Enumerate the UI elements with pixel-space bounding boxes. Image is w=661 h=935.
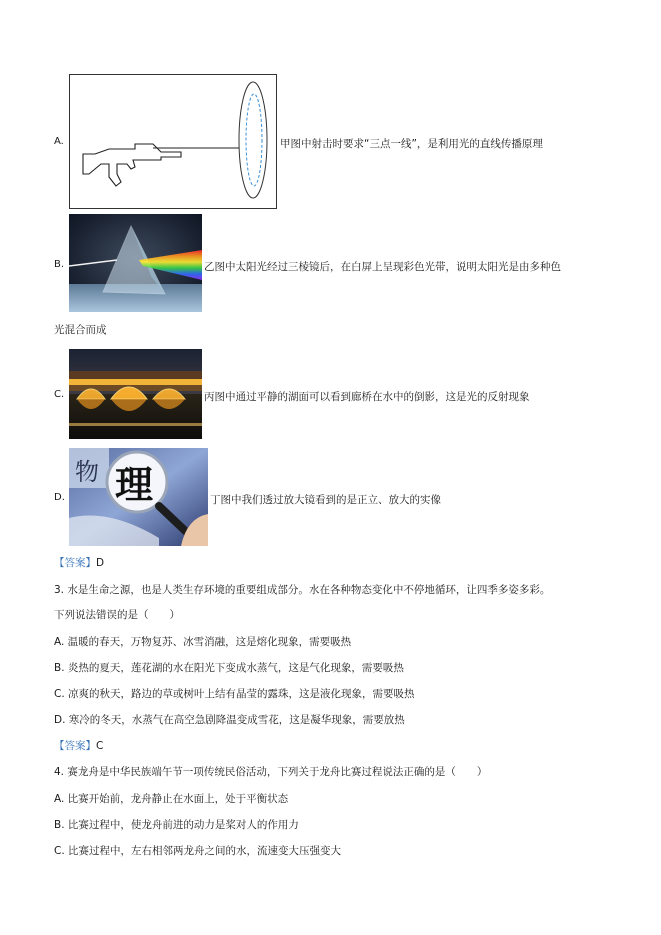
option-b-text: 乙图中太阳光经过三棱镜后，在白屏上呈现彩色光带，说明太阳光是由多种色 [204,261,561,273]
target-ellipse [239,82,267,198]
question-3-option-a: A. 温暖的春天，万物复苏、冰雪消融，这是熔化现象，需要吸热 [54,636,352,648]
question-3-option-c: C. 凉爽的秋天，路边的草或树叶上结有晶莹的露珠，这是液化现象，需要吸热 [54,688,415,700]
question-3-stem-line1: 3. 水是生命之源，也是人类生存环境的重要组成部分。水在各种物态变化中不停地循环，让四季多姿多彩。 [54,584,551,596]
question-4-stem: 4. 赛龙舟是中华民族端午节一项传统民俗活动，下列关于龙舟比赛过程说法正确的是（ ） [54,766,488,778]
question-4-option-c: C. 比赛过程中，左右相邻两龙舟之间的水，流速变大压强变大 [54,845,342,857]
covered-bridge-photo [69,349,202,439]
question-3-option-d: D. 寒冷的冬天，水蒸气在高空急剧降温变成雪花，这是凝华现象，需要放热 [54,714,405,726]
sign-char-li: 理 [115,462,154,507]
option-c-text: 丙图中通过平静的湖面可以看到廊桥在水中的倒影，这是光的反射现象 [204,391,530,403]
option-b-text-cont: 光混合而成 [54,324,107,336]
option-d-text: 丁图中我们透过放大镜看到的是正立、放大的实像 [210,494,441,506]
answer-2 [54,555,104,570]
option-a-text: 甲图中射击时要求“三点一线”，是利用光的直线传播原理 [280,138,543,150]
question-3-stem-line2: 下列说法错误的是（ ） [54,609,180,621]
answer-3 [54,738,103,753]
answer-tag: 【答案】 [54,557,96,569]
prism-photo [69,214,202,312]
question-3-option-b: B. 炎热的夏天，莲花湖的水在阳光下变成水蒸气，这是气化现象，需要吸热 [54,662,404,674]
question-4-option-b: B. 比赛过程中，使龙舟前进的动力是桨对人的作用力 [54,819,299,831]
rifle-target-diagram [69,74,277,209]
option-d-letter: D. [54,492,65,503]
sign-char-wu: 物 [75,458,99,486]
option-b-letter: B. [54,259,65,270]
answer-value: D [96,557,105,569]
magnifier-photo [69,448,208,546]
option-c-letter: C. [54,389,65,400]
answer-tag: 【答案】 [54,740,96,752]
option-a-letter: A. [54,136,64,147]
question-4-option-a: A. 比赛开始前，龙舟静止在水面上，处于平衡状态 [54,793,289,805]
answer-value: C [96,740,104,752]
